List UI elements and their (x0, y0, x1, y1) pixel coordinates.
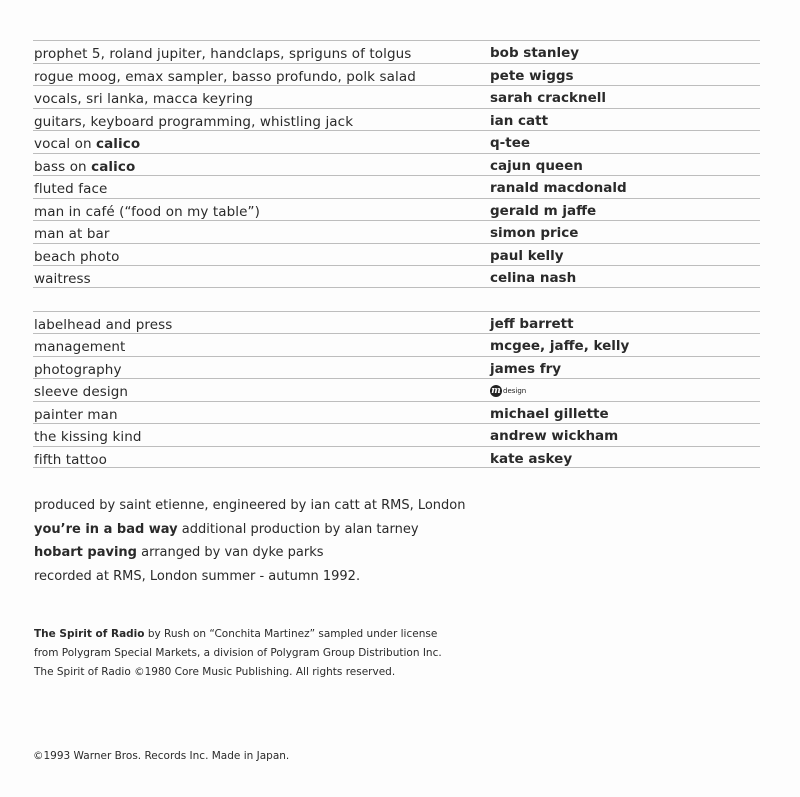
license-line: The Spirit of Radio ©1980 Core Music Publishing. All rights reserved. (34, 666, 396, 678)
credit-row (33, 311, 760, 334)
credit-row (33, 108, 760, 131)
credit-name: cajun queen (490, 157, 583, 174)
credit-name: sarah cracknell (490, 90, 606, 106)
credit-name: andrew wickham (490, 428, 619, 444)
production-text: additional production by alan tarney (177, 521, 419, 537)
m-design-logo (490, 385, 526, 397)
credit-name: gerald m jaffe (490, 202, 597, 219)
copyright-notice: ©1993 Warner Bros. Records Inc. Made in Japan. (33, 750, 290, 762)
credit-role (34, 136, 140, 152)
song-title: calico (96, 136, 141, 152)
credit-name: celina nash (490, 270, 577, 286)
license-notes (34, 626, 734, 683)
credit-row (33, 333, 760, 356)
production-line (34, 520, 734, 544)
credit-name: ian catt (490, 112, 549, 129)
credit-name: simon price (490, 225, 579, 241)
logo-text: design (503, 387, 527, 395)
production-line: produced by saint etienne, engineered by ian catt at RMS, London (34, 498, 466, 513)
credit-row (33, 378, 760, 401)
credits-list (33, 40, 760, 468)
credit-row (33, 85, 760, 108)
license-text: by Rush on “Conchita Martinez” sampled under license (144, 628, 438, 640)
license-line: from Polygram Special Markets, a division of Polygram Group Distribution Inc. (34, 647, 442, 659)
song-title: you’re in a bad way (34, 521, 178, 537)
credit-row (33, 401, 760, 424)
credit-row (33, 446, 760, 469)
credit-row (33, 243, 760, 266)
credit-role: fifth tattoo (34, 451, 108, 468)
song-title: hobart paving (34, 545, 137, 560)
credit-name: mcgee, jaffe, kelly (490, 338, 630, 354)
credit-role: fluted face (34, 181, 108, 197)
credit-name: kate askey (490, 450, 573, 467)
credit-role: painter man (34, 406, 118, 423)
credit-row (33, 265, 760, 288)
credit-name: michael gillette (490, 405, 609, 422)
credit-row (33, 175, 760, 198)
production-notes (34, 496, 734, 590)
credit-role: labelhead and press (34, 316, 173, 333)
credit-row (33, 40, 760, 63)
credit-name: jeff barrett (490, 315, 574, 332)
credit-role: management (34, 339, 126, 355)
license-line (34, 626, 734, 645)
credit-row (33, 198, 760, 221)
production-text: arranged by van dyke parks (136, 545, 324, 560)
credit-role: rogue moog, emax sampler, basso profundo, polk salad (34, 68, 416, 85)
credit-row (33, 63, 760, 86)
credit-name: paul kelly (490, 247, 564, 264)
credit-role: the kissing kind (34, 429, 142, 445)
production-line (34, 543, 734, 567)
credit-role (34, 159, 135, 175)
credit-role: vocals, sri lanka, macca keyring (34, 91, 254, 107)
credit-row (33, 423, 760, 446)
credit-role: prophet 5, roland jupiter, handclaps, spriguns of tolgus (34, 46, 412, 62)
credit-role: photography (34, 361, 122, 378)
credit-row (33, 220, 760, 243)
m-logo-icon: m (491, 386, 501, 396)
credit-row (33, 153, 760, 176)
credit-name: bob stanley (490, 45, 580, 61)
group-spacer (33, 288, 760, 311)
credit-name: pete wiggs (490, 67, 574, 84)
credit-role: waitress (34, 271, 91, 287)
song-title: calico (91, 158, 136, 175)
credit-role: man at bar (34, 226, 110, 242)
credit-role-prefix: vocal on (34, 136, 96, 152)
credit-role: guitars, keyboard programming, whistling jack (34, 113, 354, 130)
credit-name: james fry (490, 360, 562, 377)
credit-row (33, 356, 760, 379)
credit-role: beach photo (34, 248, 120, 265)
credit-name: ranald macdonald (490, 180, 627, 196)
sample-title: The Spirit of Radio (34, 628, 145, 640)
credit-role-prefix: bass on (34, 158, 92, 175)
production-line: recorded at RMS, London summer - autumn 1992. (34, 568, 361, 584)
credit-row (33, 130, 760, 153)
credit-name: q-tee (490, 135, 531, 151)
credit-role: man in café (“food on my table”) (34, 203, 261, 220)
credit-role: sleeve design (34, 384, 129, 400)
